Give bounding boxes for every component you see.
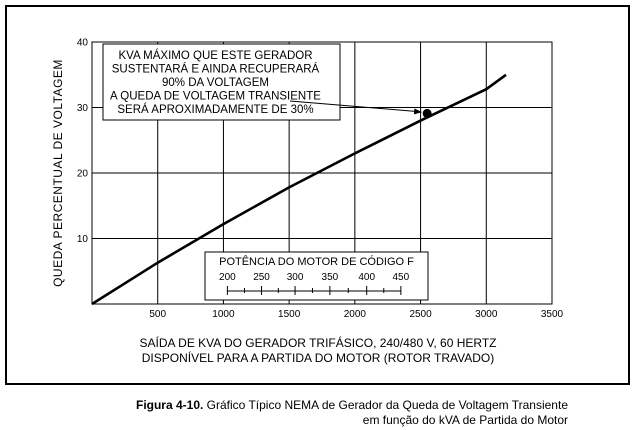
motor-scale-title: POTÊNCIA DO MOTOR DE CÓDIGO F <box>219 256 414 268</box>
figure-label: Figura 4-10. <box>135 398 204 412</box>
max-kva-marker <box>423 109 432 118</box>
x-axis-label-line2: DISPONÍVEL PARA A PARTIDA DO MOTOR (ROTOR TRAVADO) <box>141 351 495 365</box>
x-tick-label: 500 <box>149 309 167 320</box>
x-tick-label: 1500 <box>278 309 301 320</box>
y-axis-label: QUEDA PERCENTUAL DE VOLTAGEM <box>51 59 65 287</box>
motor-scale-label: 200 <box>219 272 236 283</box>
motor-scale-label: 450 <box>392 272 410 283</box>
annotation-text-line: A QUEDA DE VOLTAGEM TRANSIENTE <box>110 90 321 103</box>
x-tick-label: 3500 <box>540 309 564 320</box>
figure-caption-line2: em função do kVA de Partida do Motor <box>362 413 568 427</box>
figure-caption-line1 <box>136 398 568 413</box>
annotation-text-line: SERÁ APROXIMADAMENTE DE 30% <box>117 104 314 116</box>
x-axis-label-line1: SAÍDA DE KVA DO GERADOR TRIFÁSICO, 240/480 V, 60 HERTZ <box>139 336 497 350</box>
x-tick-label: 2500 <box>409 309 432 320</box>
y-tick-label: 10 <box>76 234 88 245</box>
motor-scale-label: 400 <box>358 272 376 283</box>
y-tick-label: 40 <box>76 37 88 49</box>
x-tick-label: 1000 <box>212 309 235 320</box>
motor-scale-label: 350 <box>321 272 339 283</box>
motor-scale-label: 250 <box>253 272 270 283</box>
annotation-text-line: KVA MÁXIMO QUE ESTE GERADOR <box>118 50 313 62</box>
caption-text-1: Gráfico Típico NEMA de Gerador da Queda de Voltagem Transiente <box>203 398 568 412</box>
motor-scale-label: 300 <box>286 272 304 283</box>
x-tick-label: 2000 <box>343 309 366 320</box>
x-tick-label: 3000 <box>475 309 498 320</box>
annotation-text-line: 90% DA VOLTAGEM <box>162 77 269 89</box>
y-tick-label: 30 <box>76 103 88 114</box>
y-tick-label: 20 <box>76 168 88 180</box>
annotation-text-line: SUSTENTARÁ E AINDA RECUPERARÁ <box>111 63 320 76</box>
